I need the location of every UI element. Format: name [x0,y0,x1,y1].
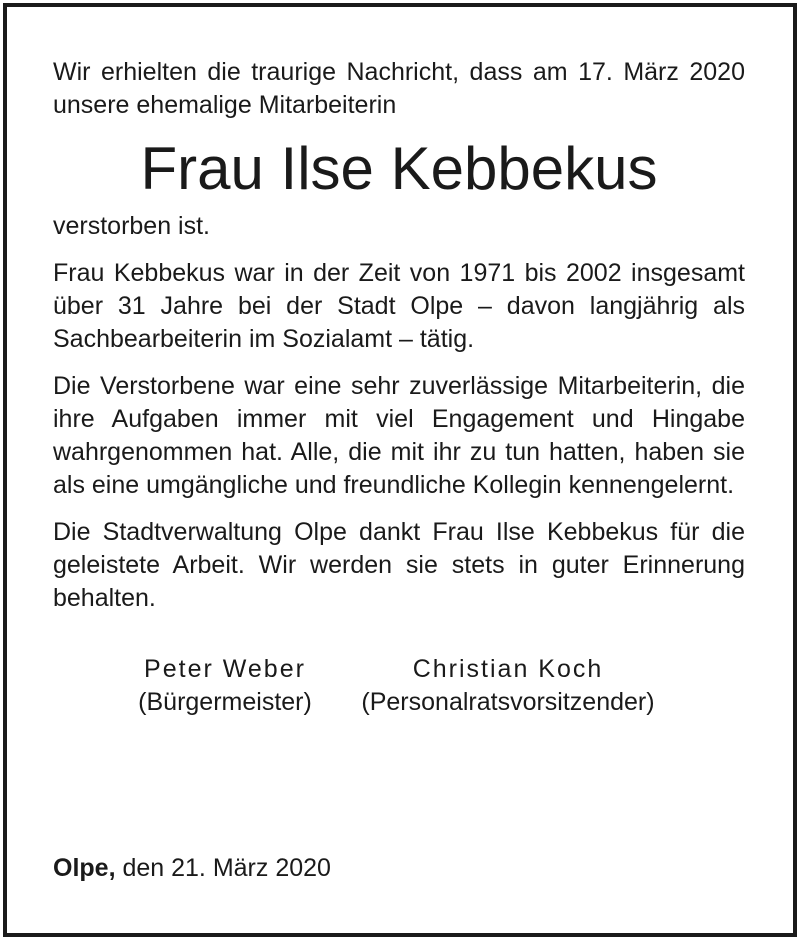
signature-block [53,653,745,719]
notice-date: den 21. März 2020 [122,854,331,882]
signer-name: Christian Koch [412,655,604,683]
signature-council-chair [338,653,678,719]
place-date-line [53,852,331,885]
after-name-text: verstorben ist. [53,212,211,240]
paragraph-character: Die Verstorbene war eine sehr zuverlässige Mitarbeiterin, die ihre Aufgaben immer mit viel Engagement und Hingabe wahrgenommen hat. Alle, die mit ihr zu tun hatten, haben sie als eine umgängliche und freundliche Kollegin kennengelernt. [53,372,745,499]
deceased-name: Frau Ilse Kebbekus [140,135,658,202]
paragraph-employment: Frau Kebbekus war in der Zeit von 1971 bis 2002 insgesamt über 31 Jahre bei der Stadt Olpe – davon langjährig als Sachbearbeiterin im Sozialamt – tätig. [53,259,745,353]
intro-text: Wir erhielten die traurige Nachricht, dass am 17. März 2020 unsere ehemalige Mitarbeiterin [53,58,745,119]
signer-role: (Personalratsvorsitzender) [361,688,655,716]
place-name: Olpe, [53,854,116,882]
signer-role: (Bürgermeister) [138,688,312,716]
signature-mayor [120,653,330,719]
signer-name: Peter Weber [144,655,306,683]
paragraph-thanks: Die Stadtverwaltung Olpe dankt Frau Ilse Kebbekus für die geleistete Arbeit. Wir werden sie stets in guter Erinnerung behalten. [53,518,745,612]
obituary-notice [53,56,745,719]
